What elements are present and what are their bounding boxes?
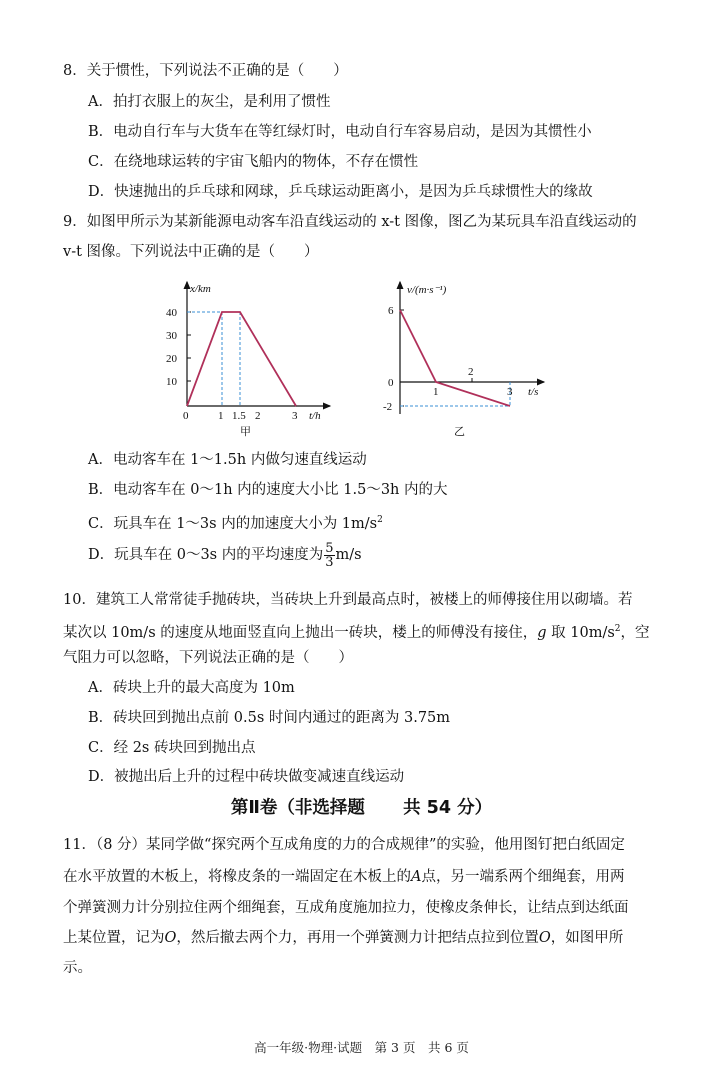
jia-xtick-3: 3	[292, 410, 298, 422]
question-11-line4	[63, 923, 663, 953]
yi-xlabel: t/s	[528, 386, 539, 398]
question-9-option-a: A．电动客车在 1～1.5h 内做匀速直线运动	[88, 452, 367, 468]
question-8-option-a: A．拍打衣服上的灰尘，是利用了惯性	[88, 94, 331, 110]
point-o-symbol-2: O	[538, 930, 551, 946]
question-8-option-c: C．在绕地球运转的宇宙飞船内的物体，不存在惯性	[88, 154, 419, 170]
jia-ytick-20: 20	[166, 353, 177, 365]
jia-xtick-2: 2	[255, 410, 261, 422]
yi-xtick-3: 3	[507, 386, 513, 398]
question-8-stem: 8．关于惯性，下列说法不正确的是（ ）	[63, 63, 348, 79]
point-o-symbol: O	[164, 930, 177, 946]
question-9-stem-line1: 9．如图甲所示为某新能源电动客车沿直线运动的 x-t 图像，图乙为某玩具车沿直线运动的	[63, 214, 637, 230]
question-11-line4-b: ，然后撤去两个力，再用一个弹簧测力计把结点拉到位置	[176, 930, 539, 946]
question-11-line3: 个弹簧测力计分别拉住两个细绳套，互成角度施加拉力，使橡皮条伸长，让结点到达纸面	[63, 900, 629, 916]
yi-caption: 乙	[454, 426, 465, 438]
question-10-option-b: B．砖块回到抛出点前 0.5s 时间内通过的距离为 3.75m	[88, 710, 451, 726]
question-11-line5: 示。	[63, 960, 92, 976]
question-9-option-d	[88, 541, 668, 569]
jia-xtick-1-5: 1.5	[232, 410, 246, 422]
question-11-line4-a: 上某位置，记为	[63, 930, 165, 946]
jia-xtick-0: 0	[183, 410, 189, 422]
question-9-option-d-text: D．玩具车在 0～3s 内的平均速度为	[88, 547, 324, 563]
jia-xtick-1: 1	[218, 410, 224, 422]
question-9-option-c-sup: 2	[377, 515, 383, 525]
question-8-option-d: D．快速抛出的乒乓球和网球，乒乓球运动距离小，是因为乒乓球惯性大的缘故	[88, 184, 593, 200]
jia-xlabel: t/h	[309, 410, 321, 422]
jia-ylabel: x/km	[190, 283, 211, 295]
yi-ytick-0: 0	[388, 377, 394, 389]
question-10-line2-a: 某次以 10m/s 的速度从地面竖直向上抛出一砖块，楼上的师傅没有接住，	[63, 624, 538, 641]
yi-xtick-1: 1	[433, 386, 439, 398]
yi-ytick-6: 6	[388, 305, 394, 317]
question-10-option-d: D．被抛出后上升的过程中砖块做变减速直线运动	[88, 769, 405, 785]
question-8-option-b: B．电动自行车与大货车在等红绿灯时，电动自行车容易启动，是因为其惯性小	[88, 124, 592, 140]
jia-ytick-10: 10	[166, 376, 177, 388]
gravity-symbol: g	[537, 624, 547, 641]
fraction-denominator: 3	[325, 554, 334, 570]
question-9-option-d-fraction	[324, 542, 334, 569]
yi-ytick-minus2: -2	[383, 401, 393, 413]
question-9-option-d-unit: m/s	[335, 547, 362, 563]
page-footer: 高一年级·物理·试题 第 3 页 共 6 页	[254, 1040, 469, 1055]
question-11-line2-a: 在水平放置的木板上，将橡皮条的一端固定在木板上的	[63, 869, 411, 885]
section-title-score: 共 54 分）	[403, 798, 493, 818]
question-11-line4-c: ，如图甲所	[550, 930, 624, 946]
jia-ytick-30: 30	[166, 330, 177, 342]
question-10-option-a: A．砖块上升的最大高度为 10m	[88, 680, 295, 696]
question-11-line1: 11．（8 分）某同学做“探究两个互成角度的力的合成规律”的实验，他用图钉把白纸固定	[63, 837, 625, 853]
fraction-numerator: 5	[325, 540, 334, 556]
question-10-line3: 气阻力可以忽略，下列说法正确的是（ ）	[63, 650, 353, 666]
yi-tick-2: 2	[468, 366, 474, 378]
question-10-line2-sup: 2	[614, 624, 621, 634]
yi-vt-line	[400, 310, 510, 406]
question-9-option-b: B．电动客车在 0～1h 内的速度大小比 1.5～3h 内的大	[88, 482, 448, 498]
point-a-symbol: A	[411, 869, 422, 885]
section-title	[0, 794, 723, 819]
yi-ylabel: v/(m·s⁻¹)	[407, 284, 447, 296]
question-9-option-c	[88, 506, 668, 538]
jia-xt-line	[187, 312, 296, 406]
question-10-line1: 10．建筑工人常常徒手抛砖块，当砖块上升到最高点时，被楼上的师傅接住用以砌墙。若	[63, 592, 633, 608]
question-10-line2-c: ，空	[620, 624, 650, 641]
question-10-line2-b: 取 10m/s	[546, 624, 615, 641]
jia-ytick-40: 40	[166, 307, 177, 319]
graph-yi	[382, 278, 562, 438]
graph-jia	[160, 278, 340, 438]
question-11-line2-b: 点，另一端系两个细绳套，用两	[421, 869, 625, 885]
section-title-main: 第Ⅱ卷（非选择题	[230, 798, 365, 818]
jia-caption: 甲	[240, 426, 251, 438]
question-9-stem-line2: v-t 图像。下列说法中正确的是（ ）	[63, 244, 319, 260]
question-9-option-c-text: C．玩具车在 1～3s 内的加速度大小为 1m/s	[88, 515, 378, 532]
question-10-option-c: C．经 2s 砖块回到抛出点	[88, 740, 256, 756]
question-11-line2	[63, 862, 663, 892]
